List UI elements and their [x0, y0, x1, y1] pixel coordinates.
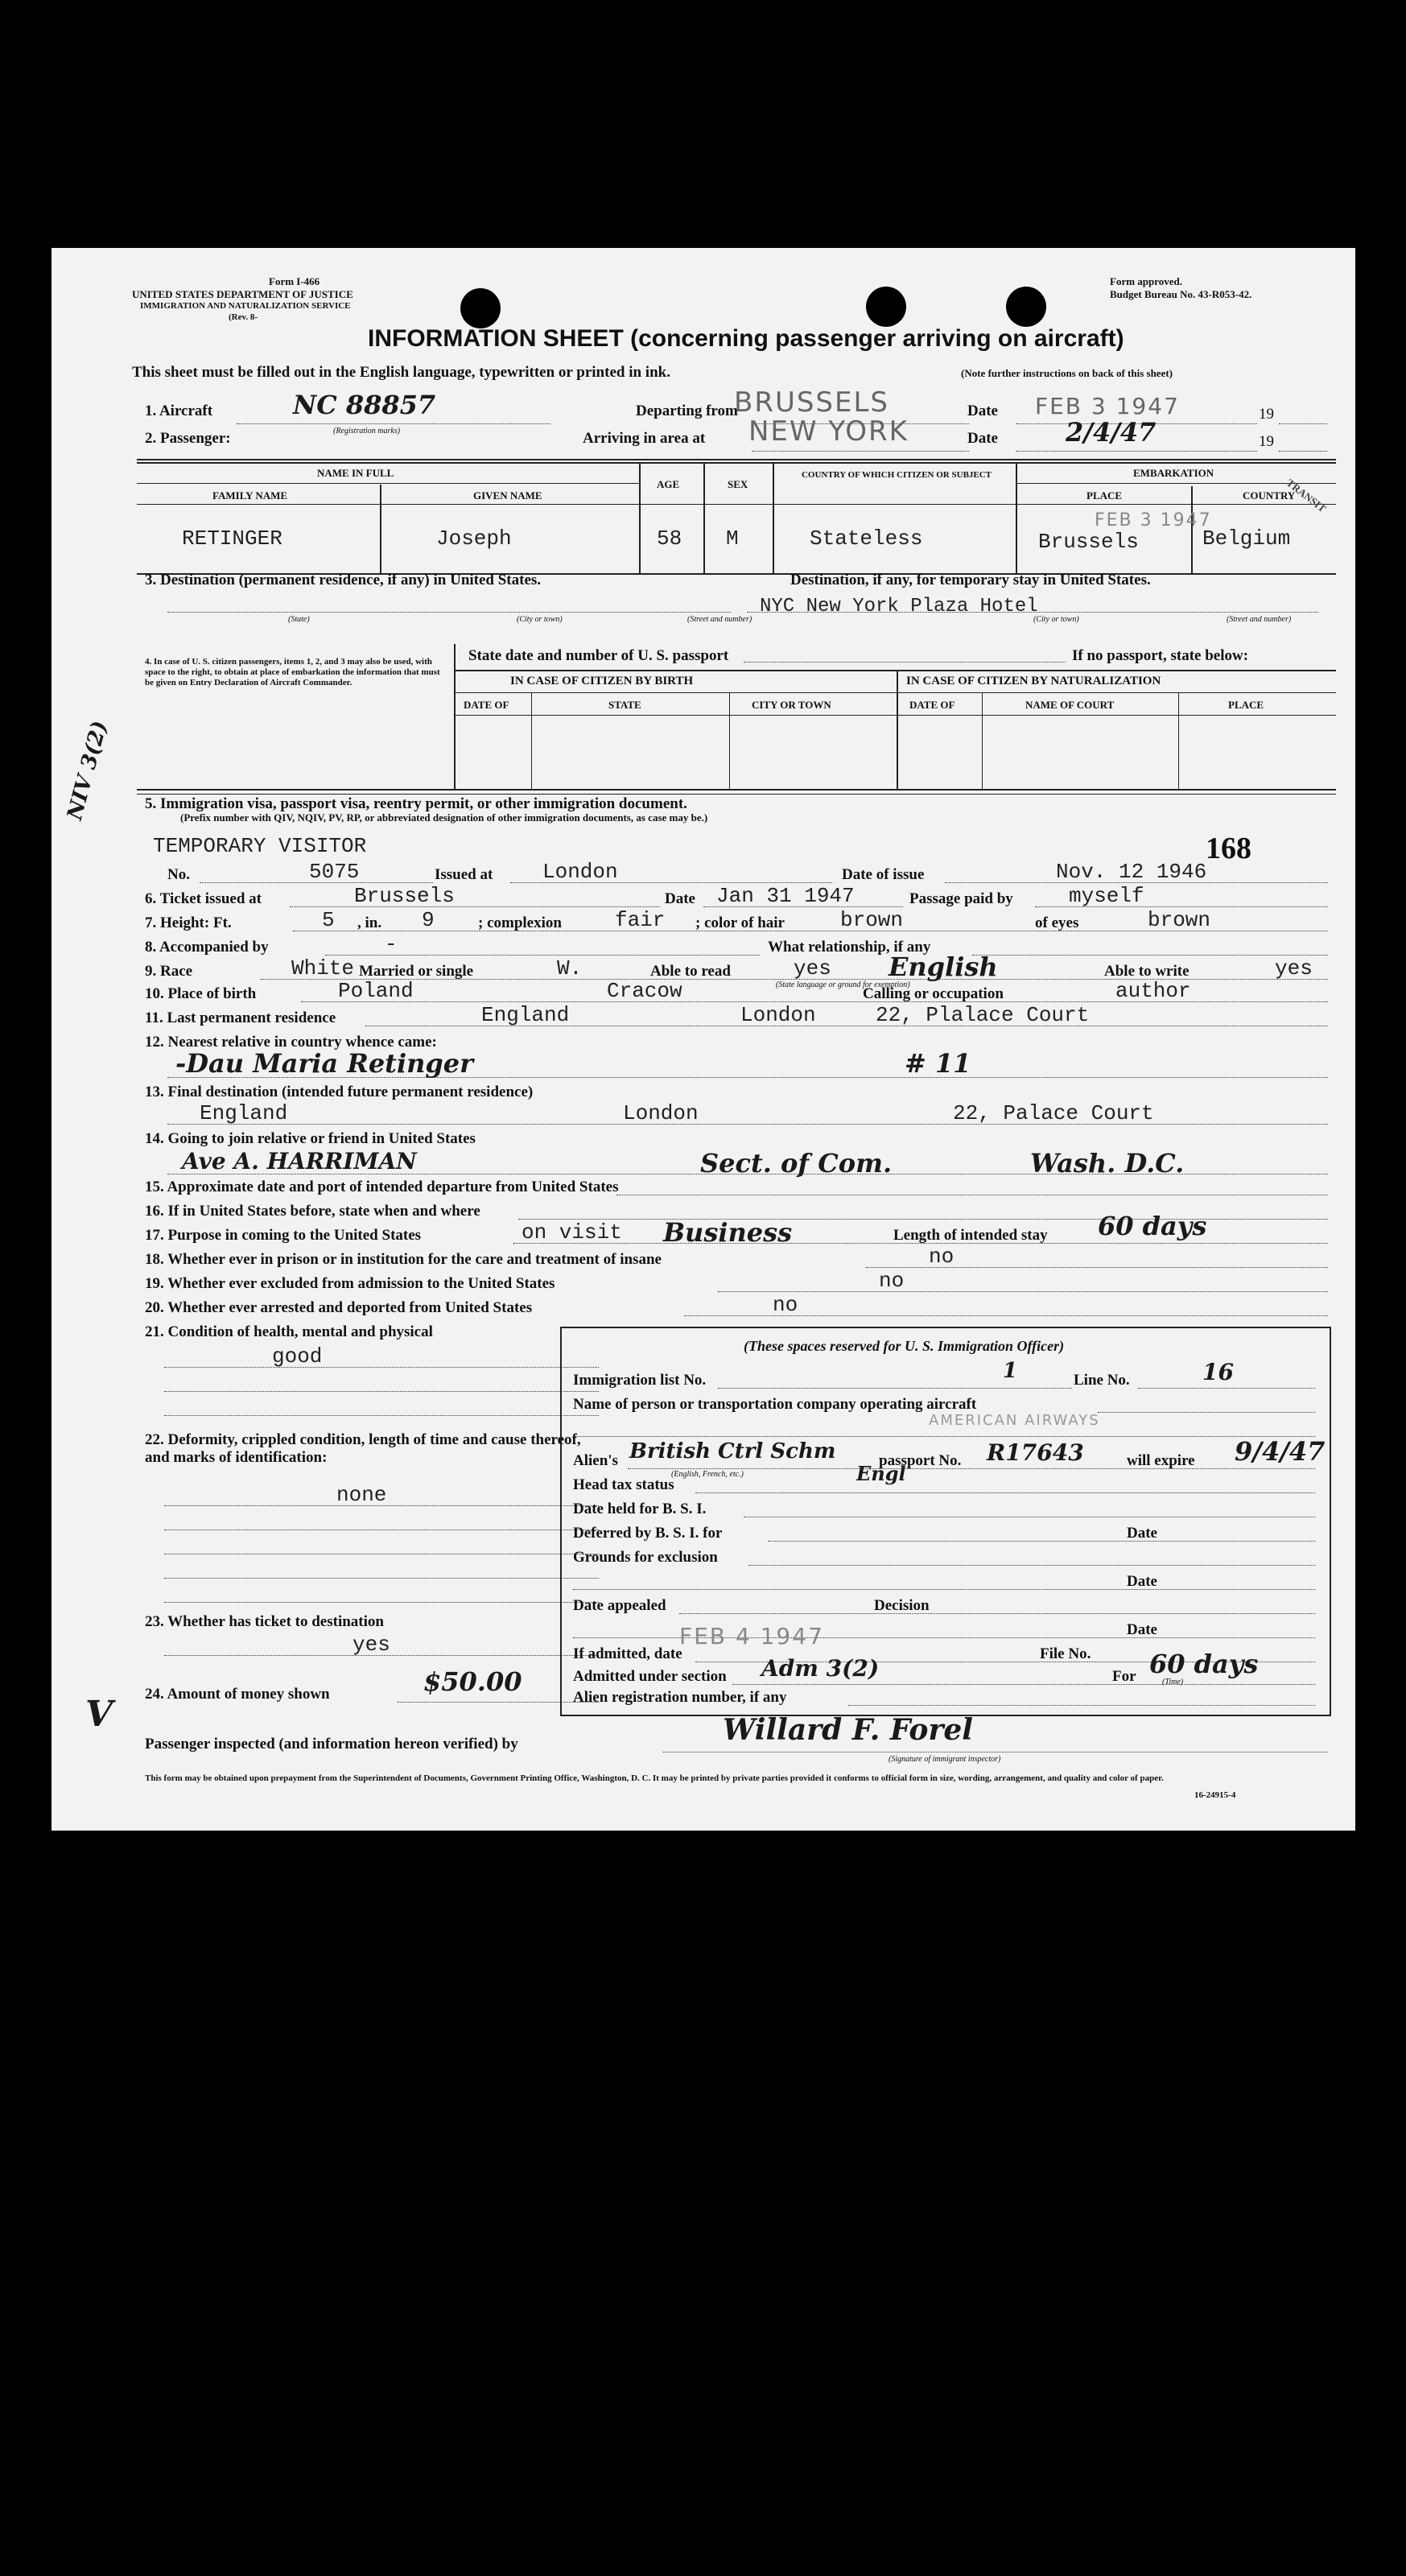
birthplace-label: 10. Place of birth	[145, 985, 257, 1002]
check-mark: V	[85, 1694, 113, 1735]
eyes-label: of eyes	[1035, 914, 1079, 931]
read: yes	[794, 956, 831, 980]
sex-header: SEX	[728, 478, 748, 490]
given-name: Joseph	[436, 526, 512, 551]
country-header: COUNTRY OF WHICH CITIZEN OR SUBJECT	[801, 470, 992, 480]
paid-by: myself	[1069, 884, 1144, 908]
join-friend: Ave A. HARRIMAN	[182, 1148, 417, 1174]
age-header: AGE	[657, 478, 680, 490]
line-no-label: Line No.	[1074, 1372, 1130, 1389]
section: Adm 3(2)	[761, 1655, 880, 1682]
money: $50.00	[423, 1666, 522, 1697]
passport-no-label: passport No.	[879, 1452, 962, 1469]
date-label: Date	[967, 402, 998, 419]
passport-no: R17643	[987, 1439, 1084, 1466]
grounds-label: Grounds for exclusion	[573, 1549, 718, 1566]
embarkation-header: EMBARKATION	[1133, 467, 1214, 479]
date-held-label: Date held for B. S. I.	[573, 1501, 707, 1517]
height-label: 7. Height: Ft.	[145, 914, 232, 931]
excluded: no	[879, 1269, 905, 1293]
relative-label: 12. Nearest relative in country whence came:	[145, 1034, 437, 1051]
before-label: 16. If in United States before, state when and where	[145, 1203, 480, 1220]
visa-type: TEMPORARY VISITOR	[153, 834, 367, 858]
purpose-business: Business	[663, 1217, 793, 1248]
destination-label: 3. Destination (permanent residence, if any) in United States.	[145, 572, 542, 588]
appealed-label: Date appealed	[573, 1597, 666, 1614]
residence-street: 22, Plalace Court	[876, 1003, 1090, 1027]
visa-no: 5075	[309, 860, 360, 884]
punch-hole	[460, 288, 501, 328]
form-number: Form I-466	[269, 275, 320, 287]
transit-stamp: TRANSIT	[1284, 476, 1329, 515]
inspected-label: Passenger inspected (and information hereon verified) by	[145, 1736, 518, 1752]
col-city-or-town: CITY OR TOWN	[752, 699, 831, 711]
decision-label: Decision	[874, 1597, 930, 1614]
issued-at-label: Issued at	[435, 866, 493, 883]
issued-at: London	[542, 860, 618, 884]
registration-caption: (Registration marks)	[333, 427, 401, 436]
ticket-date: Jan 31 1947	[716, 884, 855, 908]
instruction-note: (Note further instructions on back of this sheet)	[961, 367, 1173, 379]
final-country: England	[200, 1101, 288, 1125]
complexion: fair	[615, 908, 666, 932]
name-in-full-header: NAME IN FULL	[317, 467, 394, 479]
aircraft-value: NC 88857	[293, 390, 436, 420]
prison: no	[929, 1245, 955, 1269]
departure-label: 15. Approximate date and port of intended departure from United States	[145, 1179, 619, 1195]
file-no-label: File No.	[1040, 1645, 1091, 1662]
join-city: Wash. D.C.	[1030, 1148, 1185, 1179]
birth-country: Poland	[338, 979, 414, 1003]
for-value: 60 days	[1149, 1649, 1259, 1679]
departing-label: Departing from	[636, 402, 738, 419]
complexion-label: ; complexion	[478, 914, 562, 931]
money-label: 24. Amount of money shown	[145, 1686, 330, 1703]
col-name-of-court: NAME OF COURT	[1025, 699, 1115, 711]
arrival-date-label: Date	[967, 430, 998, 447]
family-name: RETINGER	[182, 526, 282, 551]
caption-city-2: (City or town)	[1033, 615, 1079, 624]
punch-hole	[1006, 287, 1046, 327]
deferred-date-label: Date	[1127, 1525, 1157, 1542]
ticket-issued-at: Brussels	[354, 884, 455, 908]
head-tax-label: Head tax status	[573, 1476, 674, 1493]
admitted-date: FEB 4 1947	[679, 1623, 824, 1649]
instruction: This sheet must be filled out in the English language, typewritten or printed in ink.	[132, 364, 670, 381]
height-in-label: , in.	[357, 914, 382, 931]
join-dept: Sect. of Com.	[700, 1148, 893, 1179]
family-name-header: FAMILY NAME	[212, 489, 288, 502]
deferred-label: Deferred by B. S. I. for	[573, 1525, 723, 1542]
visa-label: 5. Immigration visa, passport visa, reentry permit, or other immigration document.	[145, 795, 687, 812]
write-label: Able to write	[1104, 963, 1190, 980]
arriving-label: Arriving in area at	[583, 430, 706, 447]
residence-city: London	[740, 1003, 816, 1027]
residence-label: 11. Last permanent residence	[145, 1009, 336, 1026]
departing-value: BRUSSELS	[734, 386, 890, 419]
given-name-header: GIVEN NAME	[473, 489, 542, 502]
embark-place: Brussels	[1038, 530, 1139, 554]
birth-city: Cracow	[607, 979, 682, 1003]
final-dest-label: 13. Final destination (intended future permanent residence)	[145, 1084, 534, 1100]
col-date-of-2: DATE OF	[909, 699, 955, 711]
revision: (Rev. 8-	[229, 312, 258, 322]
budget-bureau: Budget Bureau No. 43-R053-42.	[1110, 288, 1252, 300]
age: 58	[657, 526, 682, 551]
caption-street-2: (Street and number)	[1227, 615, 1292, 624]
write: yes	[1275, 956, 1313, 980]
purpose: on visit	[522, 1220, 622, 1245]
race: White	[291, 956, 355, 980]
read-label: Able to read	[650, 963, 731, 980]
alien-reg-label: Alien registration number, if any	[573, 1689, 787, 1706]
language: English	[889, 952, 998, 982]
place-header: PLACE	[1086, 489, 1123, 502]
company-stamp: AMERICAN AIRWAYS	[929, 1412, 1100, 1429]
final-city: London	[623, 1101, 699, 1125]
language-caption-2: (English, French, etc.)	[671, 1470, 744, 1479]
ticket-label: 6. Ticket issued at	[145, 890, 262, 907]
health-label: 21. Condition of health, mental and physical	[145, 1323, 433, 1340]
officer-language: Engl	[856, 1462, 906, 1485]
embark-country-header: COUNTRY	[1243, 489, 1296, 502]
year-prefix: 19	[1259, 406, 1274, 423]
page-title: INFORMATION SHEET (concerning passenger arriving on aircraft)	[368, 325, 1124, 352]
col-date-of-1: DATE OF	[464, 699, 509, 711]
hair-label: ; color of hair	[695, 914, 785, 931]
department: UNITED STATES DEPARTMENT OF JUSTICE	[132, 288, 353, 300]
admitted-label: If admitted, date	[573, 1645, 682, 1662]
date-of-issue-label: Date of issue	[842, 866, 925, 883]
stay-label: Length of intended stay	[893, 1227, 1048, 1244]
purpose-label: 17. Purpose in coming to the United States	[145, 1227, 422, 1244]
caption-street: (Street and number)	[687, 615, 752, 624]
citizen-note: 4. In case of U. S. citizen passengers, items 1, 2, and 3 may also be used, with space to the right, to obtain at place of embarkation the information that must be given on Entry Declaration of Aircraft Commander.	[145, 657, 440, 687]
married: W.	[557, 956, 583, 980]
time-caption: (Time)	[1162, 1678, 1184, 1686]
deformity: none	[336, 1483, 387, 1507]
expire-label: will expire	[1127, 1452, 1195, 1469]
col-state: STATE	[608, 699, 641, 711]
for-label: For	[1112, 1668, 1136, 1685]
page-number: 168	[1206, 832, 1251, 865]
eyes: brown	[1148, 908, 1211, 932]
passport-label: State date and number of U. S. passport	[468, 647, 729, 664]
relative-number: # 11	[905, 1048, 971, 1079]
appeal-date-label: Date	[1127, 1621, 1157, 1638]
height-ft: 5	[322, 908, 335, 932]
visa-prefix-note: (Prefix number with QIV, NQIV, PV, RP, or abbreviated designation of other immigration documents, as case may be.)	[180, 811, 708, 824]
ticket-dest-label: 23. Whether has ticket to destination	[145, 1613, 384, 1630]
health: good	[272, 1344, 323, 1368]
line-no: 16	[1202, 1359, 1234, 1385]
by-birth-header: IN CASE OF CITIZEN BY BIRTH	[510, 675, 694, 687]
service: IMMIGRATION AND NATURALIZATION SERVICE	[140, 301, 351, 311]
punch-hole	[866, 287, 906, 327]
accompanied: -	[385, 932, 398, 956]
final-street: 22, Palace Court	[953, 1101, 1154, 1125]
calling: author	[1115, 979, 1191, 1003]
relationship-label: What relationship, if any	[768, 939, 931, 956]
officer-heading: (These spaces reserved for U. S. Immigration Officer)	[744, 1338, 1065, 1354]
deported: no	[773, 1293, 798, 1317]
temp-stay-value: NYC New York Plaza Hotel	[760, 596, 1038, 617]
join-label: 14. Going to join relative or friend in United States	[145, 1130, 476, 1147]
married-label: Married or single	[359, 963, 474, 980]
inspector-signature: Willard F. Forel	[723, 1713, 973, 1747]
fine-print: This form may be obtained upon prepayment from the Superintendent of Documents, Government Printing Office, Washington, D. C. It may be printed by private parties provided it conforms to official form in size, wording, arrangement, and quality and color of paper.	[145, 1773, 1164, 1783]
relative: -Dau Maria Retinger	[175, 1048, 473, 1079]
excluded-label: 19. Whether ever excluded from admission to the United States	[145, 1275, 555, 1292]
passenger-label: 2. Passenger:	[145, 430, 231, 447]
ticket-date-label: Date	[665, 890, 695, 907]
paid-by-label: Passage paid by	[909, 890, 1013, 907]
signature-caption: (Signature of immigrant inspector)	[889, 1755, 1001, 1764]
deformity-label: 22. Deformity, crippled condition, length of time and cause thereof, and marks of identification:	[145, 1431, 581, 1466]
aliens-label: Alien's	[573, 1452, 618, 1469]
print-code: 16-24915-4	[1194, 1790, 1236, 1800]
arriving-value: NEW YORK	[748, 415, 909, 448]
embark-country: Belgium	[1202, 526, 1291, 551]
residence-country: England	[481, 1003, 570, 1027]
prison-label: 18. Whether ever in prison or in institution for the care and treatment of insane	[145, 1251, 662, 1268]
language-caption: (State language or ground for exemption)	[776, 980, 910, 989]
expire: 9/4/47	[1235, 1436, 1326, 1467]
embark-date-stamp: FEB 3 1947	[1095, 510, 1212, 530]
hair: brown	[840, 908, 904, 932]
company-label: Name of person or transportation company operating aircraft	[573, 1396, 977, 1413]
aircraft-label: 1. Aircraft	[145, 402, 213, 419]
list-no: 1	[1003, 1359, 1018, 1383]
accompanied-label: 8. Accompanied by	[145, 939, 269, 956]
sex: M	[726, 526, 739, 551]
ticket-dest: yes	[353, 1633, 390, 1657]
aliens-value: British Ctrl Schm	[629, 1439, 836, 1463]
grounds-date-label: Date	[1127, 1573, 1157, 1590]
list-no-label: Immigration list No.	[573, 1372, 707, 1389]
calling-label: Calling or occupation	[863, 985, 1004, 1002]
by-naturalization-header: IN CASE OF CITIZEN BY NATURALIZATION	[906, 675, 1161, 687]
no-passport-label: If no passport, state below:	[1072, 647, 1249, 664]
col-place: PLACE	[1228, 699, 1264, 711]
margin-note: NIV 3(2)	[63, 718, 113, 823]
year-prefix-2: 19	[1259, 433, 1274, 450]
citizenship: Stateless	[810, 526, 923, 551]
stay: 60 days	[1098, 1211, 1207, 1241]
section-label: Admitted under section	[573, 1668, 727, 1685]
deported-label: 20. Whether ever arrested and deported from United States	[145, 1299, 533, 1316]
information-sheet	[52, 248, 1355, 1831]
caption-city: (City or town)	[517, 615, 563, 624]
departure-date: FEB 3 1947	[1035, 393, 1180, 419]
visa-no-label: No.	[167, 866, 190, 883]
height-in: 9	[422, 908, 435, 932]
form-approved: Form approved.	[1110, 275, 1183, 287]
arrival-date: 2/4/47	[1066, 417, 1157, 448]
caption-state: (State)	[288, 615, 310, 624]
date-of-issue: Nov. 12 1946	[1056, 860, 1207, 884]
temp-stay-label: Destination, if any, for temporary stay in United States.	[790, 572, 1151, 588]
race-label: 9. Race	[145, 963, 193, 980]
